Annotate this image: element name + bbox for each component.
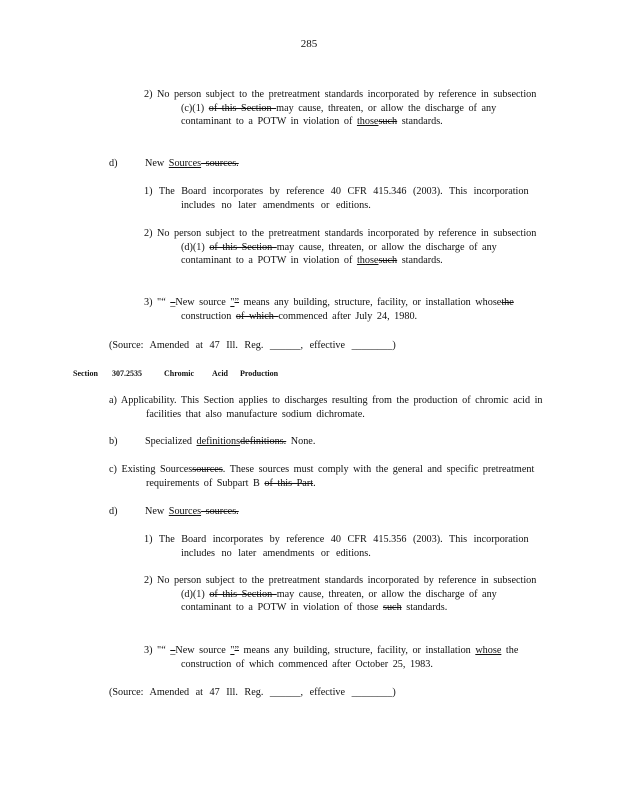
deleted-text: such <box>383 602 402 614</box>
text: The Board incorporates by reference 40 CFR 415.346 (2003). This incorporation includes no later amendments or editions. <box>158 186 529 211</box>
text: "“ <box>157 645 166 656</box>
text: standards. <box>397 255 443 267</box>
subsection-d-3 <box>144 296 547 323</box>
text: the construction of which commenced after October 25, 1983. <box>181 645 519 670</box>
text: . These sources must comply with the general and specific pretreatment requirements of Subpart B <box>146 464 535 489</box>
inserted-text: definitions <box>196 436 241 447</box>
text: standards. <box>397 116 443 128</box>
deleted-text: ” <box>234 645 239 656</box>
section-number: 307.2535 <box>112 369 142 378</box>
text: Applicability. This Section applies to discharges resulting from the production of chromic acid in facilities that also manufacture sodium dichromate. <box>120 395 543 420</box>
text: . <box>313 477 316 489</box>
inserted-text: whose <box>475 645 502 656</box>
text: Specialized <box>145 436 197 447</box>
subsection-letter: c) <box>109 464 117 475</box>
text: New source <box>175 645 231 656</box>
deleted-text: such <box>378 255 398 267</box>
inserted-text: Sources <box>168 158 202 169</box>
item-number: 2) <box>144 575 153 586</box>
source-note: (Source: Amended at 47 Ill. Reg. ______, effective ________) <box>109 687 396 698</box>
subsection-a <box>109 394 550 421</box>
deleted-text: sources. <box>201 506 239 517</box>
deleted-text: of this Section <box>208 102 277 114</box>
deleted-text: _ <box>170 297 176 308</box>
subsection-d-2 <box>144 574 547 615</box>
item-number: 3) <box>144 645 153 656</box>
subsection-d-heading <box>109 157 509 171</box>
deleted-text: sources. <box>201 158 239 169</box>
text: commenced after July 24, 1980. <box>278 310 418 322</box>
inserted-text: those <box>356 116 379 128</box>
item-number: 1) <box>144 534 153 545</box>
section-label: Section <box>73 369 98 378</box>
text: No person subject to the pretreatment standards incorporated by reference in subsection (d)(1) <box>157 228 537 253</box>
deleted-text: of this Section <box>209 588 277 600</box>
item-number: 1) <box>144 186 153 197</box>
text: No person subject to the pretreatment standards incorporated by reference in subsection (d)(1) <box>157 575 537 600</box>
text: Existing Sources <box>121 464 193 475</box>
deleted-text: ” <box>234 297 239 308</box>
subsection-d-2 <box>144 227 547 268</box>
deleted-text: sources <box>192 464 223 475</box>
item-number: 2) <box>144 89 153 100</box>
deleted-text: the <box>501 297 514 308</box>
section-title-word: Chromic <box>164 369 195 378</box>
subsection-c-2 <box>144 88 547 129</box>
deleted-text: of this Section <box>209 241 277 253</box>
text: "“ <box>157 297 166 308</box>
page-number: 285 <box>300 38 318 50</box>
deleted-text: definitions. <box>240 436 287 447</box>
item-number: 3) <box>144 297 153 308</box>
deleted-text: _ <box>170 645 176 656</box>
subsection-c <box>109 463 546 490</box>
subsection-letter: d) <box>109 506 118 517</box>
text: means any building, structure, facility, or installation <box>239 645 476 656</box>
deleted-text: of which <box>235 310 279 322</box>
inserted-text: those <box>356 255 379 267</box>
subsection-d-3 <box>144 644 547 671</box>
section-title-word: Production <box>240 369 279 378</box>
subsection-letter: b) <box>109 436 118 447</box>
item-number: 2) <box>144 228 153 239</box>
text: No person subject to the pretreatment standards incorporated by reference in subsection (c)(1) <box>157 89 537 114</box>
deleted-text: such <box>378 116 398 128</box>
subsection-letter: a) <box>109 395 117 406</box>
text: The Board incorporates by reference 40 CFR 415.356 (2003). This incorporation includes no later amendments or editions. <box>158 534 529 559</box>
subsection-b <box>109 435 509 449</box>
inserted-text: " <box>230 645 235 656</box>
text: standards. <box>401 602 448 614</box>
text: None. <box>286 436 316 447</box>
subsection-letter: d) <box>109 158 118 169</box>
text: means any building, structure, facility, or installation whose <box>239 297 502 308</box>
deleted-text: of this Part <box>264 477 314 489</box>
text: New source <box>175 297 231 308</box>
subsection-d-1 <box>144 533 547 560</box>
subsection-d-1 <box>144 185 547 212</box>
text: may cause, threaten, or allow the discharge of any contaminant to a POTW in violation of <box>181 102 497 128</box>
inserted-text: " <box>230 297 235 308</box>
text: may cause, threaten, or allow the discharge of any contaminant to a POTW in violation of <box>181 241 497 267</box>
text: construction <box>181 310 236 322</box>
text: New <box>145 158 169 169</box>
subsection-d-heading <box>109 505 509 519</box>
inserted-text: Sources <box>168 506 202 517</box>
text: may cause, threaten, or allow the discharge of any contaminant to a POTW in violation of those <box>181 588 497 614</box>
source-note: (Source: Amended at 47 Ill. Reg. ______, effective ________) <box>109 340 396 351</box>
text: New <box>145 506 169 517</box>
section-title-word: Acid <box>212 369 228 378</box>
